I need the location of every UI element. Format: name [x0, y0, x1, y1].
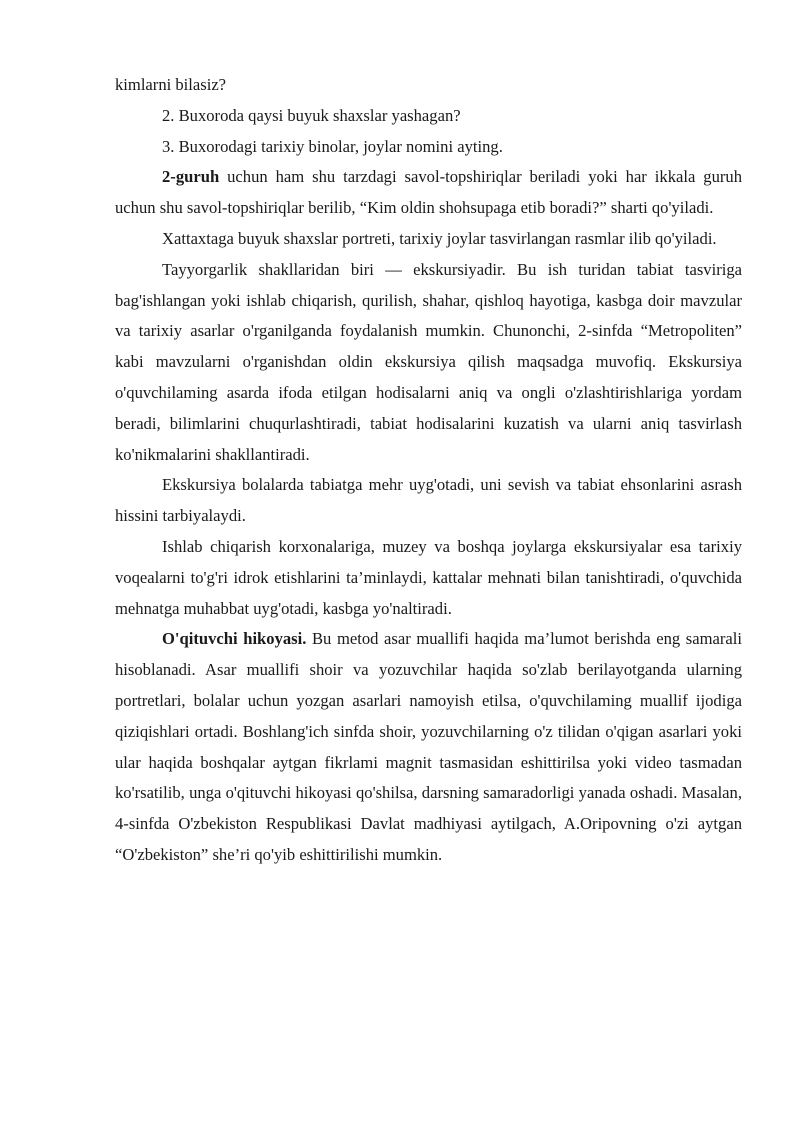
- paragraph-production: Ishlab chiqarish korxonalariga, muzey va boshqa joylarga ekskursiyalar esa tarixiy voqealarni to'g'ri idrok etishlarini ta’minlaydi, kattalar mehnati bilan tanishtiradi, o'quvchida mehnatga muhabbat uyg'otadi, kasbga yo'naltiradi.: [115, 536, 742, 618]
- paragraph-teacher-story: [115, 624, 742, 870]
- question-3: 3. Buxorodagi tarixiy binolar, joylar nomini ayting.: [162, 136, 503, 156]
- group-2-text: uchun ham shu tarzdagi savol-topshiriqlar beriladi yoki har ikkala guruh uchun shu savol-topshiriqlar berilib, “Kim oldin shohsupaga etib boradi?” sharti qo'yiladi.: [115, 167, 742, 218]
- question-2: 2. Buxoroda qaysi buyuk shaxslar yashagan?: [162, 105, 461, 125]
- paragraph-continuation: kimlarni bilasiz?: [115, 75, 227, 94]
- teacher-story-text: Bu metod asar muallifi haqida ma’lumot berishda eng samarali hisoblanadi. Asar muallifi shoir va yozuvchilar haqida so'zlab berilayotganda ularning portretlari, bolalar uchun yozgan asarlari namoyish etilsa, o'quvchilaming muallif ijodiga qiziqishlari ortadi. Boshlang'ich sinfda shoir, yozuvchilarning o'z tilidan o'qigan asarlari yoki ular haqida boshqalar aytgan fikrlami magnit tasmasidan eshittirilsa yoki video tasmadan ko'rsatilib, unga o'qituvchi hikoyasi qo'shilsa, darsning samaradorligi yanada oshadi. Masalan, 4-sinfda O'zbekiston Respublikasi Davlat madhiyasi aytilgach, A.Oripovning o'zi aytgan “O'zbekiston” she’ri qo'yib eshittirilishi mumkin.: [115, 629, 742, 864]
- paragraph-nature: Ekskursiya bolalarda tabiatga mehr uyg'otadi, uni sevish va tabiat ehsonlarini asrash hissini tarbiyalaydi.: [115, 475, 742, 526]
- teacher-story-heading: O'qituvchi hikoyasi.: [162, 629, 307, 649]
- document-page: [115, 70, 742, 871]
- paragraph-excursion: Tayyorgarlik shakllaridan biri — ekskursiyadir. Bu ish turidan tabiat tasviriga bag'ishlangan yoki ishlab chiqarish, qurilish, shahar, qishloq hayotiga, kasbga doir mavzular va tarixiy asarlar o'rganilganda foydalanish mumkin. Chunonchi, 2-sinfda “Metropoliten” kabi mavzularni o'rganishdan oldin ekskursiya qilish maqsadga muvofiq. Ekskursiya o'quvchilaming asarda ifoda etilgan hodisalarni aniq va ongli o'zlashtirishlariga yordam beradi, bilimlarini chuqurlashtiradi, tabiat hodisalarini kuzatish va ularni aniq tasvirlash ko'nikmalarini shakllantiradi.: [115, 259, 742, 464]
- group-2-heading: 2-guruh: [162, 167, 220, 187]
- paragraph-group-2: [115, 162, 742, 224]
- paragraph-board: Xattaxtaga buyuk shaxslar portreti, tarixiy joylar tasvirlangan rasmlar ilib qo'yiladi.: [162, 228, 717, 248]
